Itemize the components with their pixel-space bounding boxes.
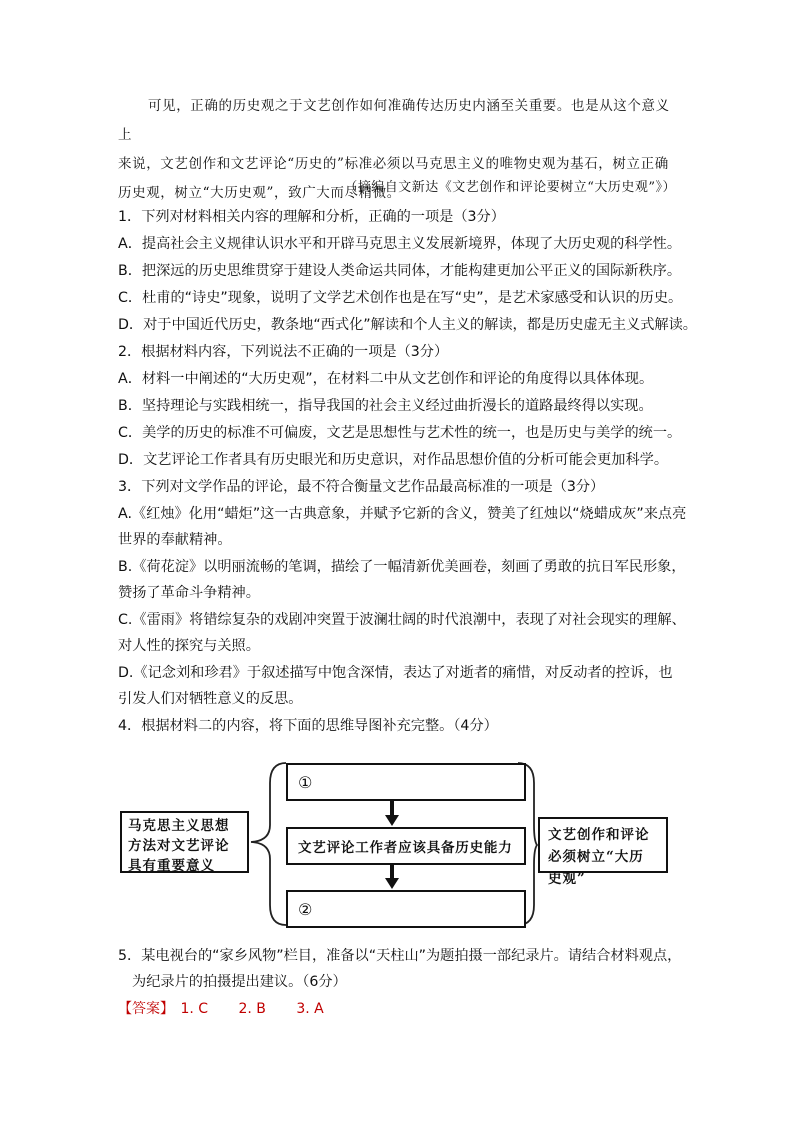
- mind-map-blank-2: [286, 890, 526, 928]
- q1-option-c: C．杜甫的“诗史”现象，说明了文学艺术创作也是在写“史”，是艺术家感受和认识的历史。: [118, 290, 683, 306]
- q3-option-d-line1: D.《记念刘和珍君》于叙述描写中饱含深情，表达了对逝者的痛惜，对反动者的控诉，也: [118, 664, 673, 681]
- question-3: [118, 474, 688, 739]
- blank-marker-1: ①: [298, 772, 313, 792]
- mind-map-right-box: 文艺创作和评论必须树立“大历史观”: [538, 817, 668, 873]
- q1-option-b: B．把深远的历史思维贯穿于建设人类命运共同体，才能构建更加公平正义的国际新秩序。: [118, 263, 682, 279]
- answer-label: 【答案】: [118, 1001, 174, 1017]
- q1-option-d: D．对于中国近代历史，教条地“西式化”解读和个人主义的解读，都是历史虚无主义式解读。: [118, 317, 697, 333]
- q3-option-a-line1: A.《红烛》化用“蜡炬”这一古典意象，并赋予它新的含义，赞美了红烛以“烧蜡成灰”来点亮: [118, 505, 687, 522]
- q3-option-c-line1: C.《雷雨》将错综复杂的戏剧冲突置于波澜壮阔的时代浪潮中，表现了对社会现实的理解、: [118, 611, 686, 628]
- mind-map-left-box: 马克思主义思想方法对文艺评论具有重要意义: [120, 811, 249, 873]
- answer-line: [118, 998, 324, 1018]
- mind-map-blank-1: [286, 763, 526, 801]
- q2-option-b: B．坚持理论与实践相统一，指导我国的社会主义经过曲折漫长的道路最终得以实现。: [118, 398, 653, 414]
- q4-stem: 4．根据材料二的内容，将下面的思维导图补充完整。（4分）: [118, 717, 498, 734]
- arrow-down-1-icon: [385, 815, 399, 826]
- q3-option-c-line2: 对人性的探究与关照。: [118, 638, 260, 654]
- blank-marker-2: ②: [298, 899, 313, 919]
- q3-option-a-line2: 世界的奉献精神。: [118, 532, 232, 548]
- q3-option-b-line2: 赞扬了革命斗争精神。: [118, 585, 260, 601]
- q5-line-1: 5．某电视台的“家乡风物”栏目，准备以“天柱山”为题拍摄一部纪录片。请结合材料观点，: [118, 948, 682, 964]
- questions-1-2: [118, 204, 697, 474]
- intro-line-2: 来说，文艺创作和文艺评论“历史的”标准必须以马克思主义的唯物史观为基石，树立正确: [118, 156, 669, 172]
- source-citation: （摘编自文新达《文艺创作和评论要树立“大历史观”》）: [344, 180, 676, 195]
- arrow-down-2-icon: [385, 878, 399, 889]
- q2-stem: 2．根据材料内容，下列说法不正确的一项是（3分）: [118, 344, 449, 360]
- q1-stem: 1．下列对材料相关内容的理解和分析，正确的一项是（3分）: [118, 209, 505, 225]
- q2-option-d: D．文艺评论工作者具有历史眼光和历史意识，对作品思想价值的分析可能会更加科学。: [118, 452, 669, 468]
- q2-option-a: A．材料一中阐述的“大历史观”，在材料二中从文艺创作和评论的角度得以具体体现。: [118, 371, 654, 387]
- answer-2: 2. B: [238, 1001, 266, 1017]
- q1-option-a: A．提高社会主义规律认识水平和开辟马克思主义发展新境界，体现了大历史观的科学性。: [118, 236, 682, 252]
- question-5: [118, 943, 688, 995]
- answer-1: 1. C: [180, 1001, 209, 1017]
- answer-3: 3. A: [296, 1001, 324, 1017]
- q2-option-c: C．美学的历史的标准不可偏废，文艺是思想性与艺术性的统一，也是历史与美学的统一。: [118, 425, 682, 441]
- mind-map: [118, 755, 678, 930]
- mind-map-middle-box: 文艺评论工作者应该具备历史能力: [286, 827, 526, 865]
- intro-line-1: 可见，正确的历史观之于文艺创作如何准确传达历史内涵至关重要。也是从这个意义上: [118, 98, 670, 143]
- q3-option-b-line1: B.《荷花淀》以明丽流畅的笔调，描绘了一幅清新优美画卷，刻画了勇敢的抗日军民形象，: [118, 558, 686, 575]
- intro-line-3: 历史观，树立“大历史观”，致广大而尽精微。: [118, 185, 401, 201]
- q3-stem: 3．下列对文学作品的评论，最不符合衡量文艺作品最高标准的一项是（3分）: [118, 479, 605, 495]
- left-brace: [251, 763, 286, 925]
- q5-line-2: 为纪录片的拍摄提出建议。（6分）: [132, 974, 347, 990]
- q3-option-d-line2: 引发人们对牺牲意义的反思。: [118, 691, 303, 707]
